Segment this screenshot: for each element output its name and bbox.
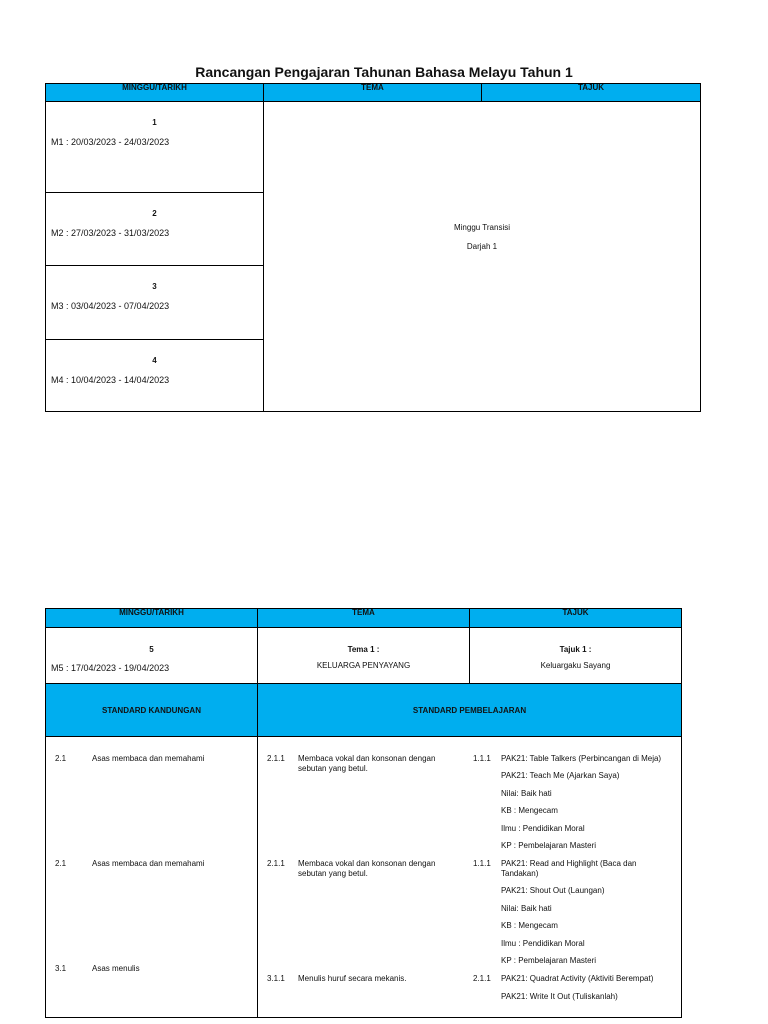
row1-sp-text-1: Membaca vokal dan konsonan dengan [298,754,436,763]
row2-act-2: PAK21: Shout Out (Laungan) [501,886,605,895]
page-title: Rancangan Pengajaran Tahunan Bahasa Melayu Tahun 1 [195,64,573,80]
tajuk-value: Keluargaku Sayang [540,661,611,670]
row1-act-6: KP : Pembelajaran Masteri [501,841,597,850]
t2-header-minggu: MINGGU/TARIKH [45,608,258,628]
row3-sp-text-1: Menulis huruf secara mekanis. [298,974,407,983]
t2-tema-cell [257,627,470,684]
sp-header-label: STANDARD PEMBELAJARAN [412,706,527,715]
row3-act-code: 2.1.1 [473,974,491,983]
tema-line-2: Darjah 1 [466,242,498,251]
row1-act-code: 1.1.1 [473,754,491,763]
t1-header-tajuk: TAJUK [481,83,701,102]
week-number: 3 [152,282,157,291]
row1-sp-code: 2.1.1 [267,754,285,763]
t1-week-cell-4 [45,339,264,412]
row3-act-1: PAK21: Quadrat Activity (Aktiviti Berempat) [501,974,654,983]
t2-header-tajuk: TAJUK [469,608,682,628]
tema-label: Tema 1 : [347,645,380,654]
t2-week-cell [45,627,258,684]
week-number: 5 [149,645,154,654]
week-date: M2 : 27/03/2023 - 31/03/2023 [51,228,170,238]
tema-value: KELUARGA PENYAYANG [316,661,411,670]
t1-tema-cell [263,101,701,412]
tajuk-label: Tajuk 1 : [559,645,592,654]
t2-header-tema: TEMA [257,608,470,628]
t2-bottom-border [45,1017,682,1018]
row2-sp-code: 2.1.1 [267,859,285,868]
row2-sk-text: Asas membaca dan memahami [92,859,205,868]
row2-act-code: 1.1.1 [473,859,491,868]
row1-act-3: Nilai: Baik hati [501,789,552,798]
row1-act-5: Ilmu : Pendidikan Moral [501,824,585,833]
t2-tajuk-cell [469,627,682,684]
row3-sp-code: 3.1.1 [267,974,285,983]
week-number: 2 [152,209,157,218]
row1-act-1: PAK21: Table Talkers (Perbincangan di Meja) [501,754,662,763]
row2-act-5: Ilmu : Pendidikan Moral [501,939,585,948]
t1-week-cell-1 [45,101,264,193]
week-date: M1 : 20/03/2023 - 24/03/2023 [51,137,170,147]
row2-act-6: KP : Pembelajaran Masteri [501,956,597,965]
sk-header-label: STANDARD KANDUNGAN [102,706,201,715]
t2-header-sk [45,683,258,737]
row3-act-2: PAK21: Write It Out (Tuliskanlah) [501,992,618,1001]
t1-week-cell-3 [45,265,264,340]
tema-line-1: Minggu Transisi [453,223,511,232]
row2-act-first-2: Tandakan) [501,869,539,878]
row2-sp-text-1: Membaca vokal dan konsonan dengan [298,859,436,868]
week-date: M3 : 03/04/2023 - 07/04/2023 [51,301,170,311]
t2-header-sp [257,683,682,737]
row1-sk-code: 2.1 [55,754,67,763]
row1-act-2: PAK21: Teach Me (Ajarkan Saya) [501,771,620,780]
t1-header-tema: TEMA [263,83,482,102]
t1-header-minggu: MINGGU/TARIKH [45,83,264,102]
row3-sk-text: Asas menulis [92,964,140,973]
row2-sp-text-2: sebutan yang betul. [298,869,368,878]
row2-sk-code: 2.1 [55,859,67,868]
row2-act-4: KB : Mengecam [501,921,558,930]
week-date: M5 : 17/04/2023 - 19/04/2023 [51,663,170,673]
row2-act-3: Nilai: Baik hati [501,904,552,913]
t2-sk-body [45,736,258,1018]
week-date: M4 : 10/04/2023 - 14/04/2023 [51,375,170,385]
row1-sp-text-2: sebutan yang betul. [298,764,368,773]
row1-sk-text: Asas membaca dan memahami [92,754,205,763]
row2-act-first-1: PAK21: Read and Highlight (Baca dan [501,859,637,868]
row1-act-4: KB : Mengecam [501,806,558,815]
week-number: 4 [152,356,157,365]
t1-week-cell-2 [45,192,264,266]
row3-sk-code: 3.1 [55,964,67,973]
week-number: 1 [152,118,157,127]
